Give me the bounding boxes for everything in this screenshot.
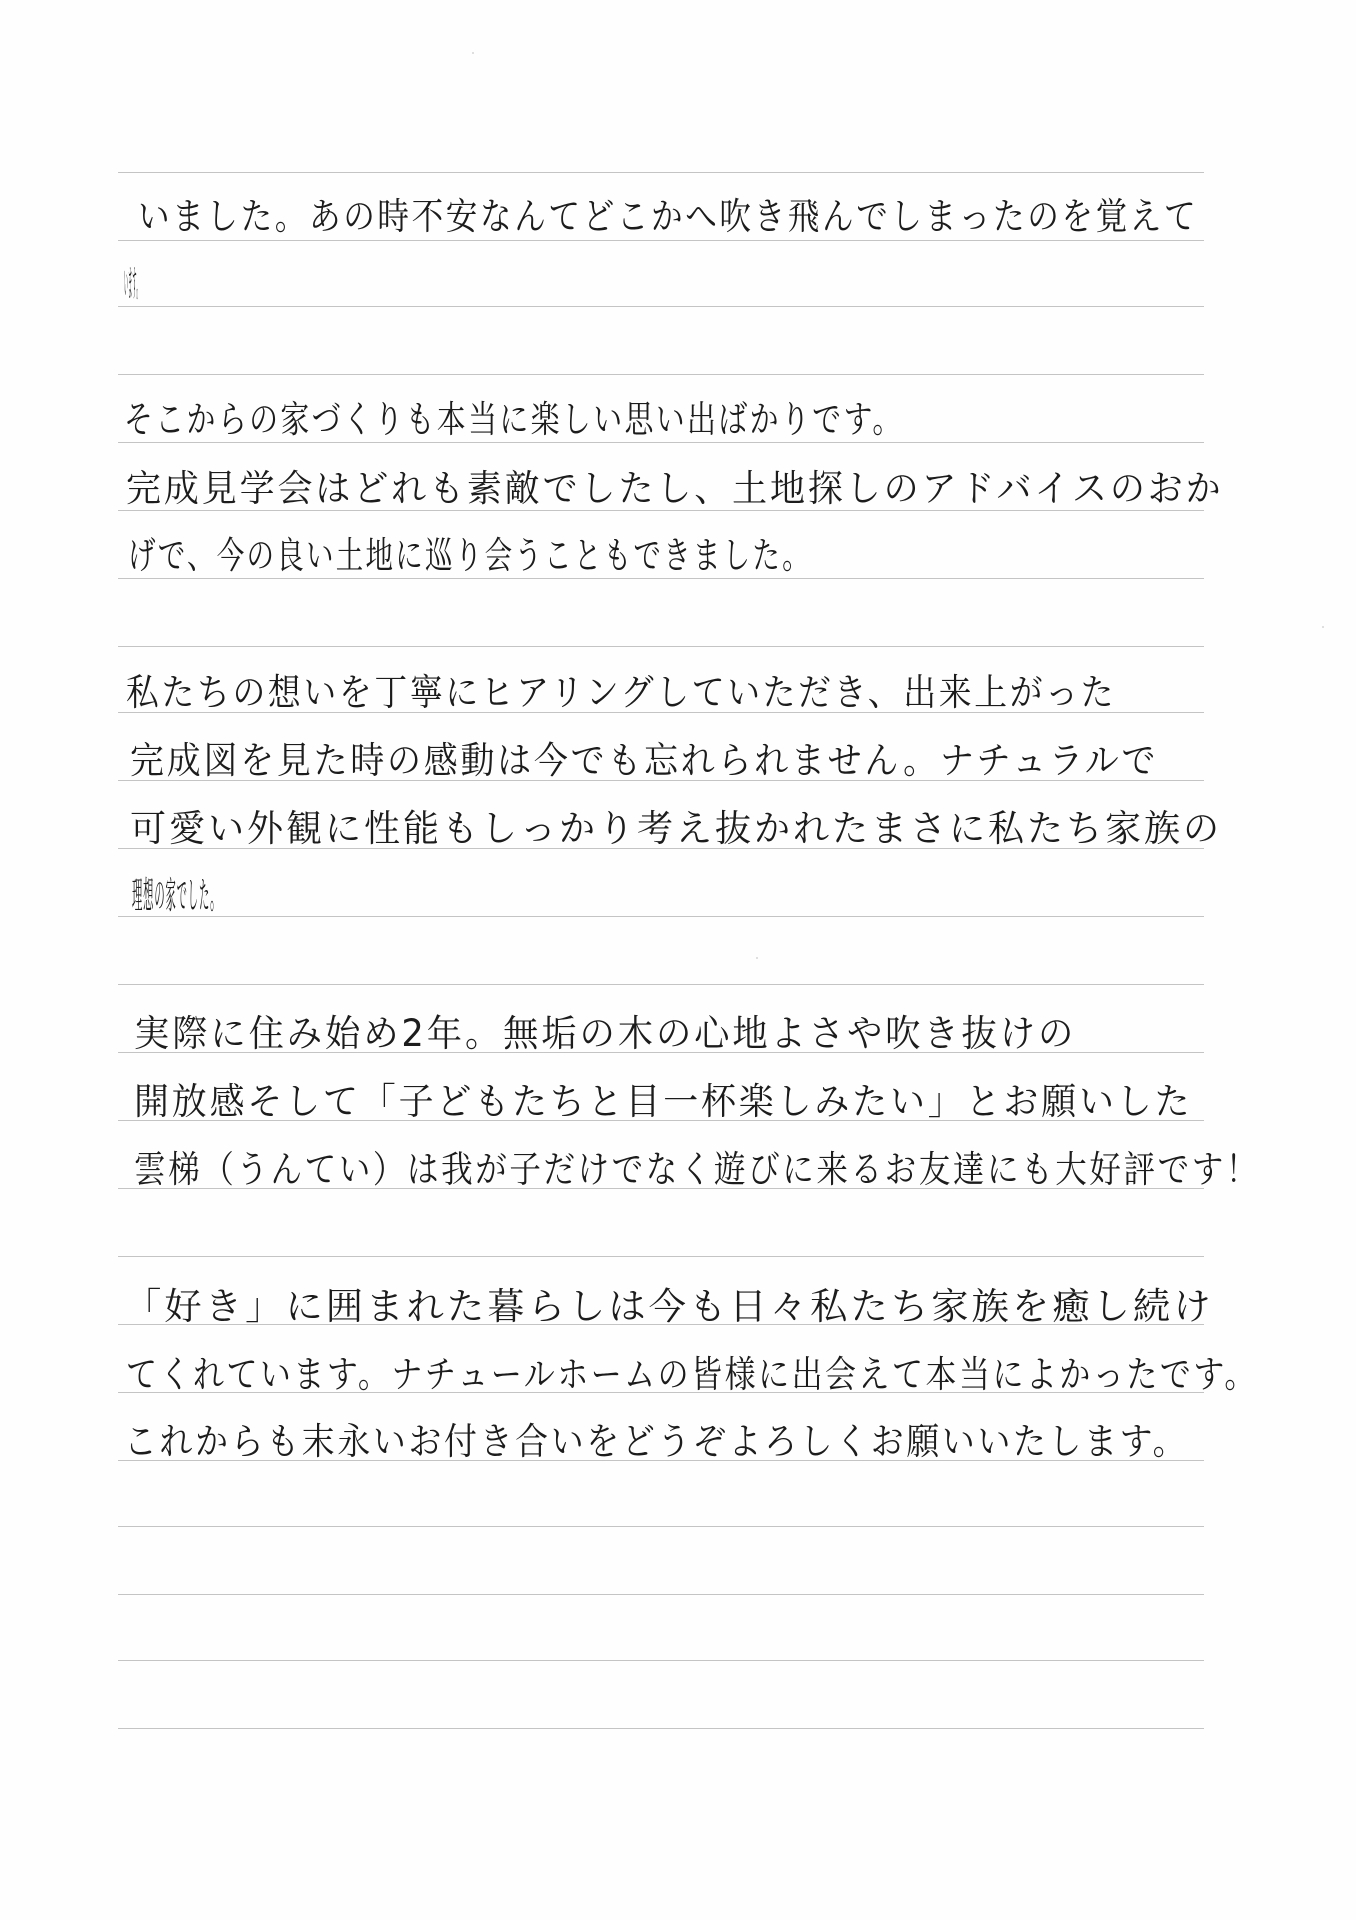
letter-line: 私たちの想いを丁寧にヒアリングしていただき、出来上がった (126, 671, 1117, 714)
letter-line: 「好き」に囲まれた暮らしは今も日々私たち家族を癒し続け (124, 1285, 1214, 1328)
letter-line: 完成図を見た時の感動は今でも忘れられません。ナチュラルで (130, 739, 1159, 782)
letter-line: 雲梯（うんてい）は我が子だけでなく遊びに来るお友達にも大好評です！ (134, 1148, 1260, 1191)
paper-speck (1322, 626, 1324, 628)
ruled-line (118, 1526, 1204, 1527)
ruled-line (118, 306, 1204, 307)
letter-line: いました。あの時不安なんてどこかへ吹き飛んでしまったのを覚えて (138, 195, 1199, 238)
ruled-line (118, 1660, 1204, 1661)
paper-speck (756, 957, 758, 959)
letter-line: 実際に住み始め2年。無垢の木の心地よさや吹き抜けの (134, 1012, 1077, 1055)
letter-line: 完成見学会はどれも素敵でしたし、土地探しのアドバイスのおか (126, 467, 1224, 510)
letter-line: います。 (124, 262, 141, 305)
blank-line (124, 935, 1234, 995)
letter-line: てくれています。ナチュールホームの皆様に出会えて本当によかったです。 (126, 1353, 1258, 1396)
letter-line: げで、今の良い土地に巡り会うこともできました。 (128, 534, 812, 577)
ruled-line (118, 172, 1204, 173)
ruled-line (118, 1594, 1204, 1595)
letter-line: 開放感そして「子どもたちと目一杯楽しみたい」とお願いした (134, 1080, 1193, 1123)
letter-line: 理想の家でした。 (132, 874, 222, 917)
letter-line: これからも末永いお付き合いをどうぞよろしくお願いいたします。 (124, 1420, 1189, 1463)
paper-speck (472, 52, 474, 54)
letter-line: そこからの家づくりも本当に楽しい思い出ばかりです。 (124, 398, 904, 441)
blank-line (124, 323, 1234, 383)
ruled-line (118, 1728, 1204, 1729)
letter-line: 可愛い外観に性能もしっかり考え抜かれたまさに私たち家族の (130, 807, 1222, 850)
blank-line (124, 595, 1234, 655)
blank-line (124, 1208, 1234, 1268)
